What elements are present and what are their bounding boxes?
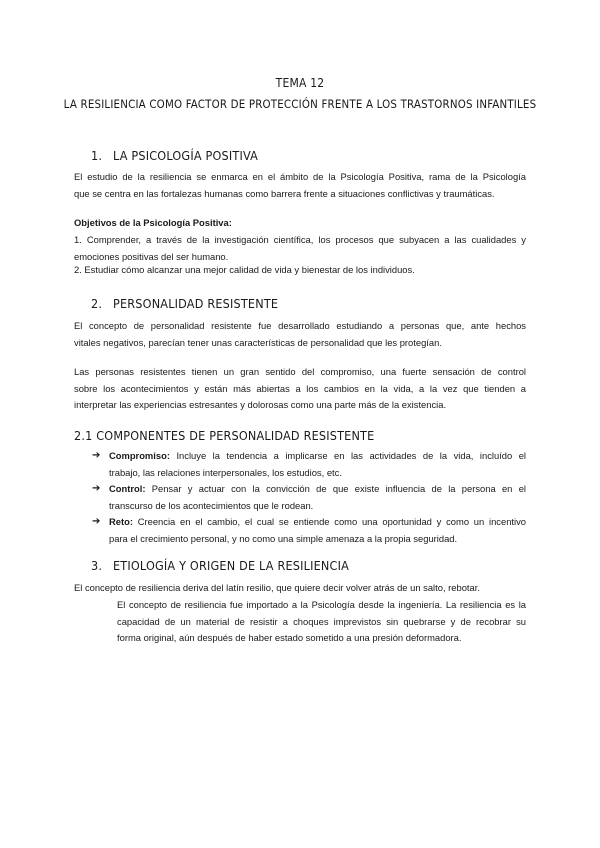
text-line: El estudio de la resiliencia se enmarca en el ámbito de la Psicología Positiva, rama de la Psicología: [74, 171, 526, 182]
text-line: transcurso de los acontecimientos que le rodean.: [109, 499, 314, 511]
objective-item-2: 2. Estudiar cómo alcanzar una mejor calidad de vida y bienestar de los individuos.: [74, 264, 415, 275]
term: Reto:: [109, 516, 133, 527]
indented-paragraph: [117, 597, 526, 647]
subsection-heading: 2.1 COMPONENTES DE PERSONALIDAD RESISTENTE: [74, 428, 375, 443]
text-line: Las personas resistentes tienen un gran sentido del compromiso, una fuerte sensación de control: [74, 366, 526, 377]
text-line: interpretar las experiencias estresantes y dolorosas como una parte más de la existencia.: [74, 399, 447, 410]
text-line: Compromiso: Incluye la tendencia a implicarse en las actividades de la vida, incluído el: [109, 450, 526, 461]
text-line: sobre los acontecimientos y están más abiertas a los cambios en la vida, a la vez que tienden a: [74, 382, 526, 394]
arrow-icon: ➔: [92, 450, 101, 461]
section-heading-3: [91, 558, 349, 573]
paragraph: [74, 364, 526, 414]
objective-item-1: [74, 232, 526, 265]
objectives-heading: Objetivos de la Psicología Positiva:: [74, 217, 232, 228]
paragraph: [74, 318, 526, 351]
paragraph: El concepto de resiliencia deriva del latín resilio, que quiere decir volver atrás de un salto, rebotar.: [74, 582, 480, 593]
text-line: El concepto de personalidad resistente fue desarrollado estudiando a personas que, ante hechos: [74, 320, 526, 331]
term: Compromiso:: [109, 450, 170, 461]
text-line: emociones positivas del ser humano.: [74, 250, 229, 262]
section-number: 2.: [91, 296, 103, 311]
section-title: ETIOLOGÍA Y ORIGEN DE LA RESILIENCIA: [113, 558, 349, 573]
section-heading-1: [91, 148, 258, 163]
arrow-icon: ➔: [92, 516, 101, 527]
text-line: capacidad de un material de resistir a choques imprevistos sin quebrarse y de recobrar su: [117, 615, 526, 627]
document-title: LA RESILIENCIA COMO FACTOR DE PROTECCIÓN FRENTE A LOS TRASTORNOS INFANTILES: [63, 97, 537, 111]
section-heading-2: [91, 296, 278, 311]
section-title: PERSONALIDAD RESISTENTE: [113, 296, 279, 311]
topic-number: TEMA 12: [275, 76, 325, 90]
text-line: Reto: Creencia en el cambio, el cual se entiende como una oportunidad y como un incentivo: [109, 516, 526, 527]
section-number: 3.: [91, 558, 103, 573]
text-line: 1. Comprender, a través de la investigación científica, los procesos que subyacen a las cualidades y: [74, 234, 526, 245]
text-line: El concepto de resiliencia fue importado a la Psicología desde la ingeniería. La resiliencia es la: [117, 599, 526, 610]
paragraph: [74, 169, 526, 202]
section-number: 1.: [91, 148, 103, 163]
text-line: Control: Pensar y actuar con la convicción de que existe influencia de la persona en el: [109, 483, 526, 494]
text-line: forma original, aún después de haber estado sometido a una presión deformadora.: [117, 632, 462, 643]
text-line: que se centra en las fortalezas humanas como barrera frente a situaciones conflictivas y traumáticas.: [74, 187, 495, 199]
term: Control:: [109, 483, 146, 494]
text-line: trabajo, las relaciones interpersonales, los estudios, etc.: [109, 466, 342, 478]
text-line: vitales negativos, parecían tener unas características de personalidad que les protegían.: [74, 336, 442, 348]
arrow-icon: ➔: [92, 483, 101, 494]
text-line: para el crecimiento personal, y no como una simple amenaza a la propia seguridad.: [109, 532, 458, 544]
section-title: LA PSICOLOGÍA POSITIVA: [113, 148, 258, 163]
